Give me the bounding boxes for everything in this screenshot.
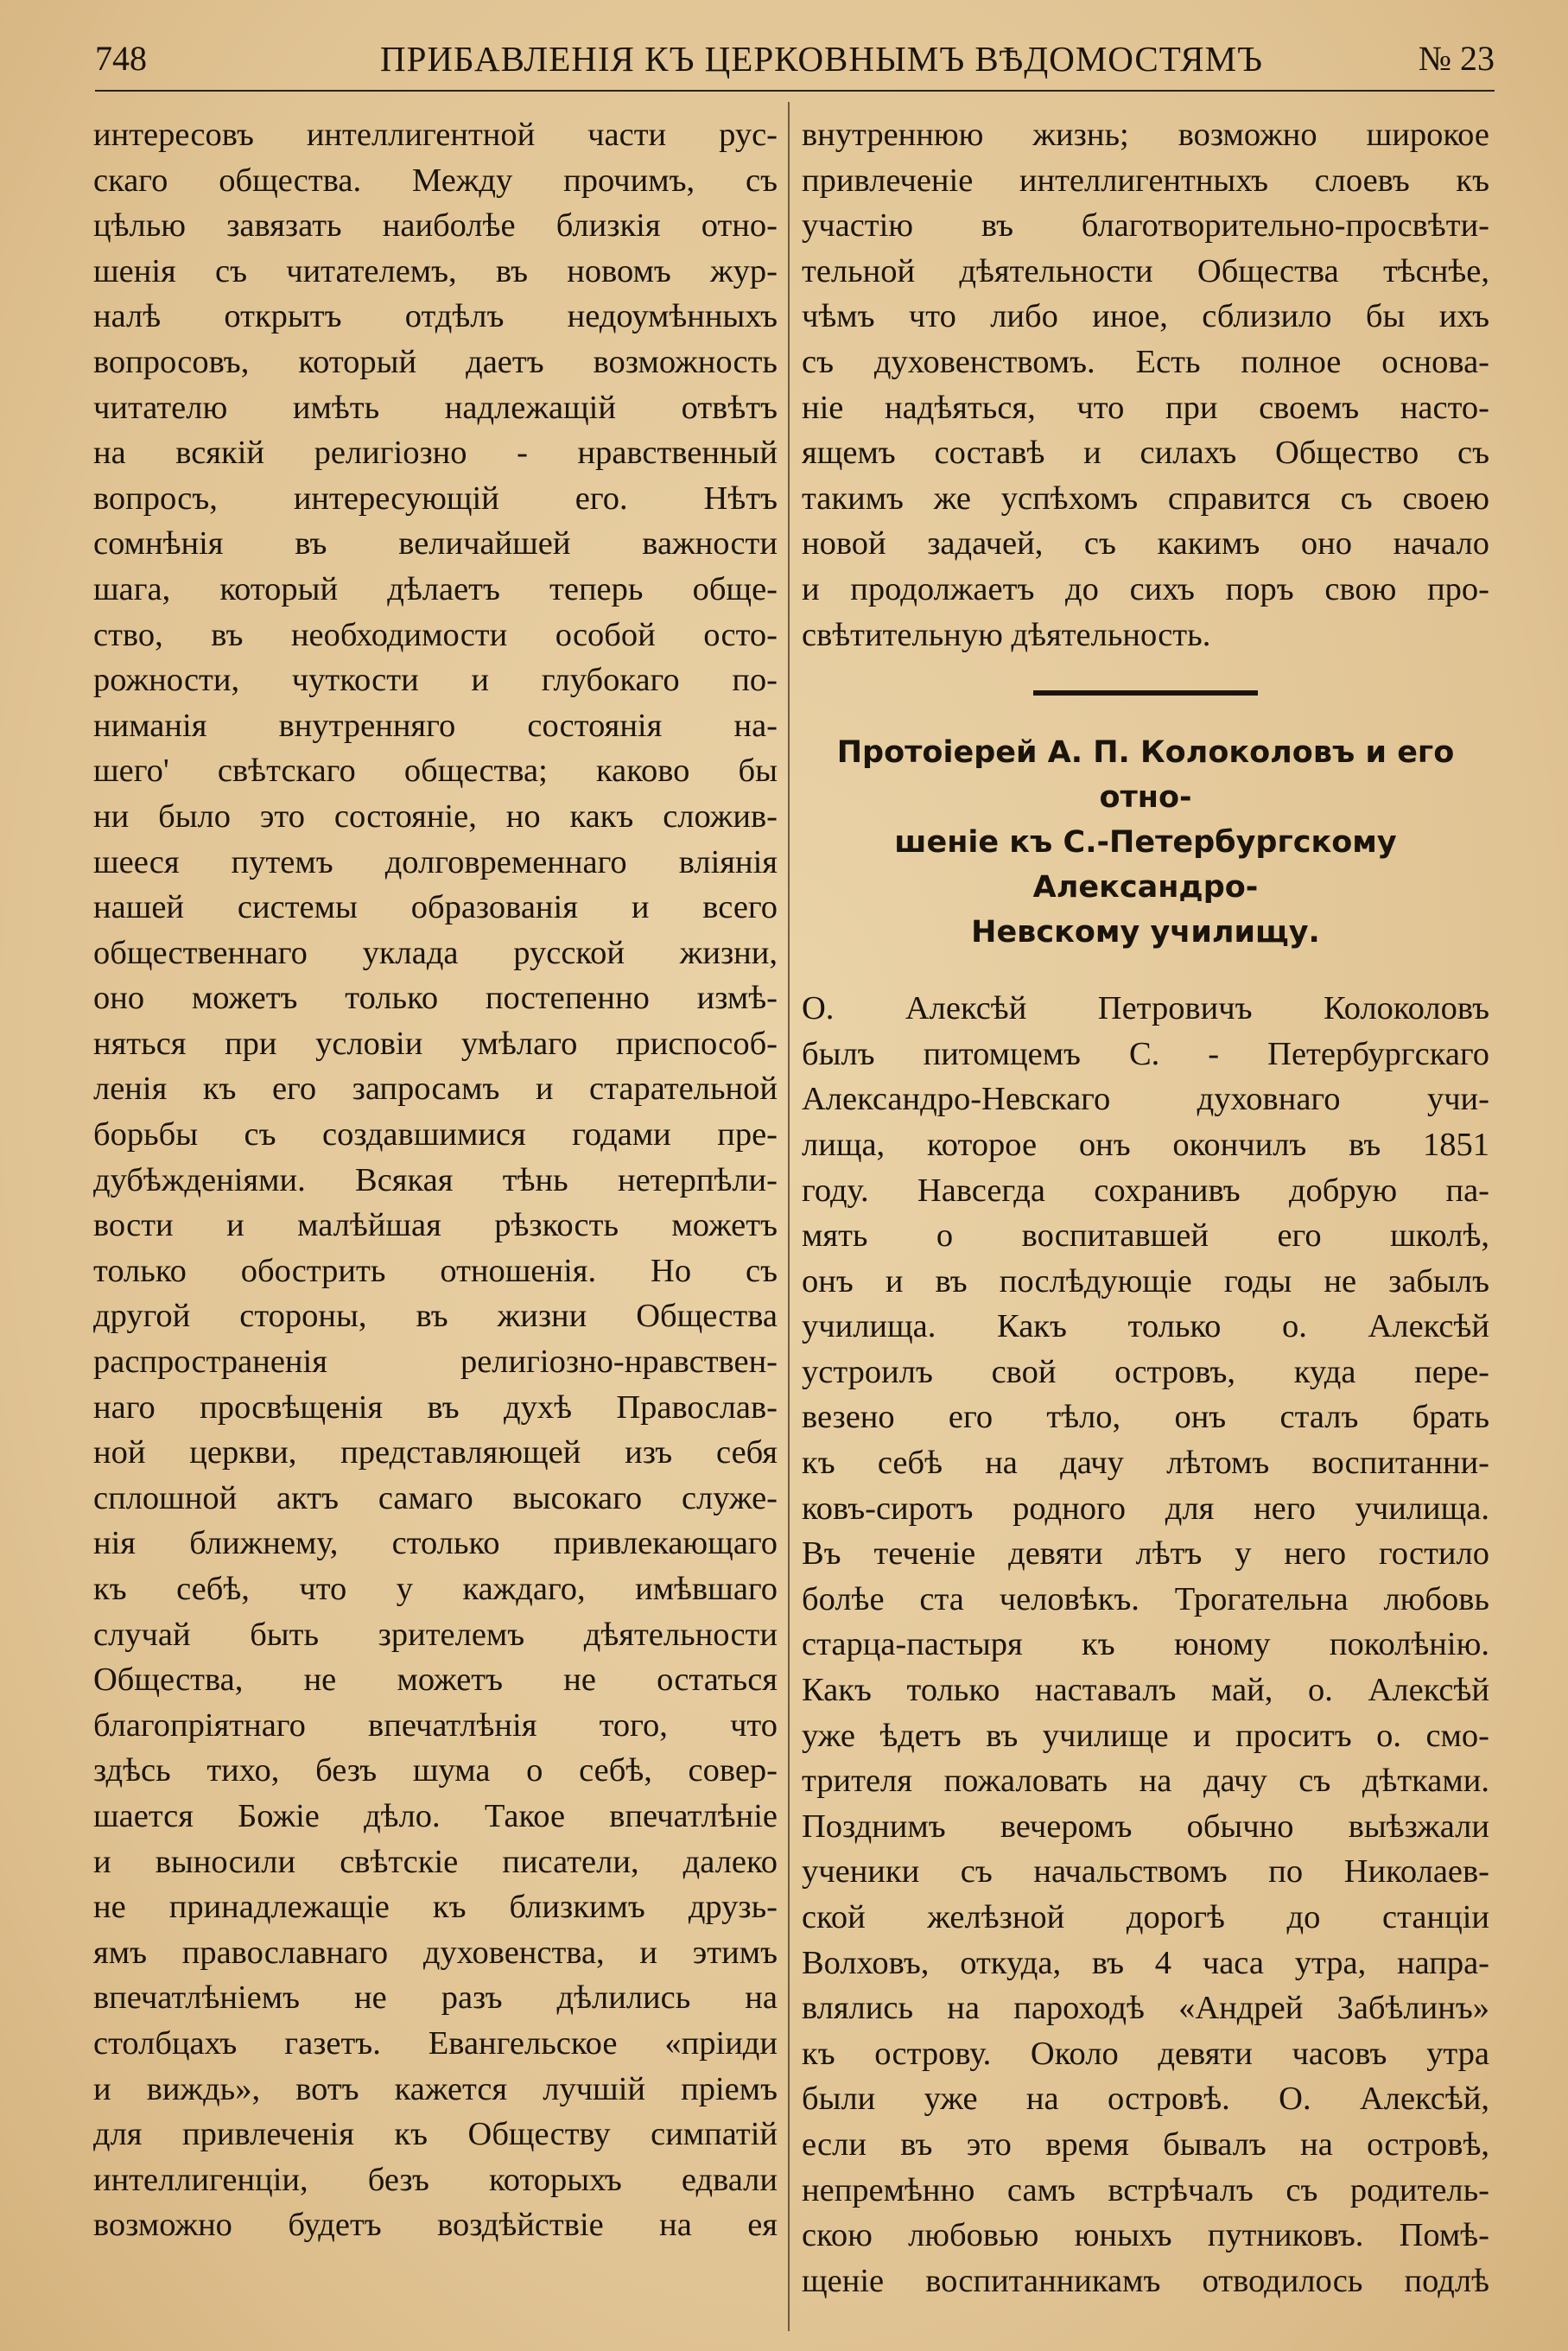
text-line: ство, въ необходимости особой осто- <box>93 616 778 653</box>
text-line: рожности, чуткости и глубокаго по- <box>93 662 778 699</box>
text-line: везено его тѣло, онъ сталъ брать <box>802 1399 1489 1436</box>
text-line: сплошной актъ самаго высокаго служе- <box>93 1479 778 1516</box>
text-line: къ себѣ на дачу лѣтомъ воспитанни- <box>802 1445 1489 1482</box>
text-line: ученики съ начальствомъ по Николаев- <box>802 1853 1489 1890</box>
text-line: и выносили свѣтскіе писатели, далеко <box>93 1843 778 1880</box>
text-line: уже ѣдетъ въ училище и проситъ о. смо- <box>802 1717 1489 1754</box>
column-divider <box>788 102 790 2331</box>
text-line: непремѣнно самъ встрѣчалъ съ родитель- <box>802 2171 1489 2208</box>
text-line: устроилъ свой островъ, куда пере- <box>802 1353 1489 1390</box>
text-line: ніе надѣяться, что при своемъ насто- <box>802 389 1489 426</box>
text-line: впечатлѣніемъ не разъ дѣлились на <box>93 1979 778 2017</box>
text-line: болѣе ста человѣкъ. Трогательна любовь <box>802 1580 1489 1617</box>
text-line: Волховъ, откуда, въ 4 часа утра, напра- <box>802 1944 1489 1981</box>
text-line: былъ питомцемъ С. - Петербургскаго <box>802 1035 1489 1072</box>
text-line: и продолжаетъ до сихъ поръ свою про- <box>802 570 1489 607</box>
text-line: Общества, не можетъ не остаться <box>93 1662 778 1699</box>
text-line: такимъ же успѣхомъ справится съ своею <box>802 480 1489 517</box>
text-line: для привлеченія къ Обществу симпатій <box>93 2116 778 2153</box>
article-title-line: шеніе къ С.-Петербургскому Александро- <box>894 825 1397 905</box>
text-line: ящемъ составѣ и силахъ Общество съ <box>802 435 1489 472</box>
text-line: не принадлежащіе къ близкимъ друзь- <box>93 1889 778 1926</box>
text-line: ской желѣзной дорогѣ до станціи <box>802 1899 1489 1935</box>
text-line: шееся путемъ долговременнаго вліянія <box>93 843 778 880</box>
right-column <box>802 112 1489 2333</box>
text-line: другой стороны, въ жизни Общества <box>93 1298 778 1335</box>
text-line: общественнаго уклада русской жизни, <box>93 934 778 971</box>
text-line: только обострить отношенія. Но съ <box>93 1252 778 1289</box>
text-line: нашей системы образованія и всего <box>93 889 778 926</box>
text-line: тельной дѣятельности Общества тѣснѣе, <box>802 252 1489 289</box>
text-line: училища. Какъ только о. Алексѣй <box>802 1308 1489 1345</box>
article-body <box>802 986 1489 2303</box>
text-line: здѣсь тихо, безъ шума о себѣ, совер- <box>93 1752 778 1789</box>
header-rule <box>95 90 1495 92</box>
text-line: старца-пастыря къ юному поколѣнію. <box>802 1626 1489 1663</box>
text-line: оно можетъ только постепенно измѣ- <box>93 980 778 1017</box>
text-line: онъ и въ послѣдующіе годы не забылъ <box>802 1262 1489 1299</box>
text-line: трителя пожаловать на дачу съ дѣтками. <box>802 1763 1489 1800</box>
text-line: нія ближнему, столько привлекающаго <box>93 1525 778 1562</box>
text-line: къ себѣ, что у каждаго, имѣвшаго <box>93 1571 778 1607</box>
text-line: Александро-Невскаго духовнаго учи- <box>802 1081 1489 1118</box>
text-line: году. Навсегда сохранивъ добрую па- <box>802 1172 1489 1209</box>
text-line: интересовъ интеллигентной части рус- <box>93 117 778 153</box>
article-title <box>802 730 1489 955</box>
text-line: благопріятнаго впечатлѣнія того, что <box>93 1706 778 1744</box>
text-line: распространенія религіозно-нравствен- <box>93 1344 778 1381</box>
text-line: Позднимъ вечеромъ обычно выѣзжали <box>802 1808 1489 1845</box>
text-line: шего' свѣтскаго общества; каково бы <box>93 753 778 790</box>
text-line: мять о воспитавшей его школѣ, <box>802 1217 1489 1255</box>
text-line: столбцахъ газетъ. Евангельское «пріиди <box>93 2024 778 2062</box>
text-line: вости и малѣйшая рѣзкость можетъ <box>93 1207 778 1244</box>
text-line: привлеченіе интеллигентныхъ слоевъ къ <box>802 162 1489 199</box>
text-line: цѣлью завязать наиболѣе близкія отно- <box>93 207 778 245</box>
text-line: няться при условіи умѣлаго приспособ- <box>93 1025 778 1062</box>
text-line: внутреннюю жизнь; возможно широкое <box>802 117 1489 153</box>
text-line: ни было это состояніе, но какъ сложив- <box>93 797 778 835</box>
text-line: борьбы съ создавшимися годами пре- <box>93 1116 778 1153</box>
text-line: вопросовъ, который даетъ возможность <box>93 343 778 380</box>
text-line: были уже на островѣ. О. Алексѣй, <box>802 2081 1489 2118</box>
text-line: дубѣжденіями. Всякая тѣнь нетерпѣли- <box>93 1161 778 1198</box>
text-line: ной церкви, представляющей изъ себя <box>93 1434 778 1471</box>
text-line: ленія къ его запросамъ и старательной <box>93 1071 778 1108</box>
article-title-line: Протоіерей А. П. Колоколовъ и его отно- <box>836 735 1455 816</box>
text-line: О. Алексѣй Петровичъ Колоколовъ <box>802 990 1489 1027</box>
text-line: лища, которое онъ окончилъ въ 1851 <box>802 1126 1489 1163</box>
right-column-continuation <box>802 112 1489 658</box>
text-line: чѣмъ что либо иное, сблизило бы ихъ <box>802 298 1489 335</box>
text-line: съ духовенствомъ. Есть полное основа- <box>802 343 1489 380</box>
text-line: щеніе воспитанникамъ отводилось подлѣ <box>802 2262 1489 2299</box>
text-line: читателю имѣть надлежащій отвѣтъ <box>93 389 778 426</box>
page-number: 748 <box>95 39 147 78</box>
text-line: ниманія внутренняго состоянія на- <box>93 707 778 744</box>
issue-number: № 23 <box>1418 39 1495 78</box>
text-line: ковъ-сиротъ родного для него училища. <box>802 1490 1489 1527</box>
left-column <box>93 112 778 2333</box>
text-line: налѣ открытъ отдѣлъ недоумѣнныхъ <box>93 298 778 335</box>
text-line: и виждь», вотъ кажется лучшій пріемъ <box>93 2070 778 2107</box>
text-line: скою любовью юныхъ путниковъ. Помѣ- <box>802 2217 1489 2254</box>
text-line: если въ это время бывалъ на островѣ, <box>802 2125 1489 2163</box>
running-header <box>95 24 1495 93</box>
text-line: возможно будетъ воздѣйствіе на ея <box>93 2207 778 2244</box>
text-line: Какъ только наставалъ май, о. Алексѣй <box>802 1672 1489 1709</box>
section-separator <box>1033 690 1258 696</box>
text-line: новой задачей, съ какимъ оно начало <box>802 525 1489 562</box>
text-line: участію въ благотворительно-просвѣти- <box>802 207 1489 245</box>
text-line: скаго общества. Между прочимъ, съ <box>93 162 778 199</box>
text-line: шенія съ читателемъ, въ новомъ жур- <box>93 252 778 289</box>
text-line: вопросъ, интересующій его. Нѣтъ <box>93 480 778 517</box>
text-line: Въ теченіе девяти лѣтъ у него гостило <box>802 1535 1489 1573</box>
text-line: наго просвѣщенія въ духѣ Православ- <box>93 1388 778 1426</box>
text-line: шается Божіе дѣло. Такое впечатлѣніе <box>93 1797 778 1834</box>
journal-title: ПРИБАВЛЕНІЯ КЪ ЦЕРКОВНЫМЪ ВѢДОМОСТЯМЪ <box>380 39 1264 79</box>
text-line: шага, который дѣлаетъ теперь обще- <box>93 570 778 607</box>
article-title-line: Невскому училищу. <box>971 915 1320 950</box>
text-line: сомнѣнія въ величайшей важности <box>93 525 778 562</box>
text-line: влялись на пароходѣ «Андрей Забѣлинъ» <box>802 1990 1489 2027</box>
text-line: свѣтительную дѣятельность. <box>802 616 1211 653</box>
text-line: къ острову. Около девяти часовъ утра <box>802 2035 1489 2072</box>
text-line: случай быть зрителемъ дѣятельности <box>93 1616 778 1653</box>
text-line: ямъ православнаго духовенства, и этимъ <box>93 1934 778 1971</box>
text-line: на всякій религіозно - нравственный <box>93 435 778 472</box>
text-line: интеллигенціи, безъ которыхъ едвали <box>93 2161 778 2198</box>
